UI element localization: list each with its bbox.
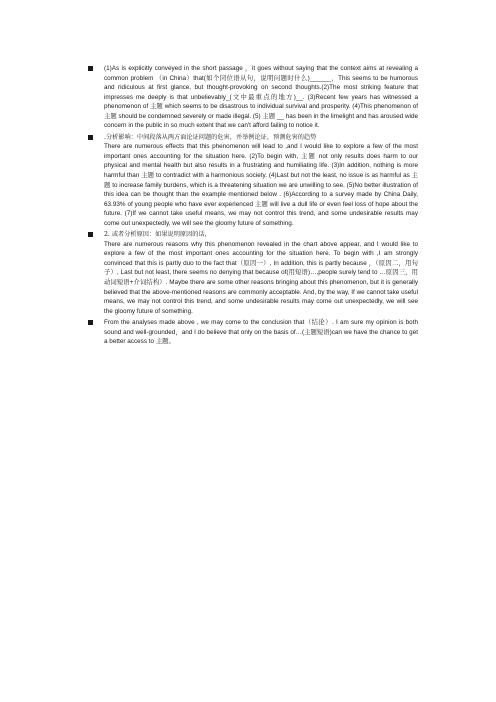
paragraph-text: There are numerous reasons why this phenomenon revealed in the chart above appear, and I would like to explore a few of the most important ones accounting for the situation here. To begin with ,I am strongly convinced that this is partly duo to the fact that（原因一）, In addition, this is partly because ，（原因二，用句子）, Last but not least, there seems no denying that because of(用短语)…,people surely tend to …原因三，用动词短语+介词结构）. Maybe there are some other reasons bringing about this phenomenon, but it is generally believed that the above-mentioned reasons are commonly acceptable. And, by the way, If we cannot take useful means, we may not control this trend, and some undesirable results may come out unexpectedly, we will see the gloomy future of something. — [104, 240, 418, 315]
list-item — [88, 230, 418, 316]
list-item — [88, 318, 418, 347]
square-bullet-icon — [88, 320, 93, 325]
paragraph-text: There are numerous effects that this phenomenon will lead to ,and I would like to explore a few of the most important ones accounting for the situation here. (2)To begin with, 主题 not only results does harm to our physical and mental health but also results in a frustrating and humiliating life. (3)In addition, nothing is more harmful than 主题 to contradict with a harmonious society. (4)Last but not the least, no issue is as harmful as 主题 to increase family burdens, which is a threatening situation we are unwilling to see. (5)No better illustration of this idea can be thought than the example mentioned below . (6)According to a survey made by China Daily, 63.93% of young people who have ever experienced 主题 will live a dull life or even feel loss of hope about the future. (7)If we cannot take useful means, we may not control this trend, and some undesirable results may come out unexpectedly, we will see the gloomy future of something. — [104, 143, 418, 227]
square-bullet-icon — [88, 232, 93, 237]
list-item — [88, 64, 418, 131]
paragraph — [104, 64, 418, 131]
paragraph-text: (1)As is explicitly conveyed in the short passage ，it goes without saying that the context aims at revealing a common problem （in China）that(如个同位语从句，说明问题时什么)______，This seems to be humorous and ridiculous at first glance, but thought-provoking on second thoughts.(2)The most striking feature that impresses me deeply is that unbelievably_(文中最重点的地方)__. (3)Recent few years has witnessed a phenomenon of 主题 which seems to be disastrous to individual survival and prosperity. (4)This phenomenon of 主题 should be condemned severely or made illegal. (5) 主题 __ has been in the limelight and has aroused wide concern in the public in so much extent that we can't afford failing to notice it. — [104, 65, 418, 130]
square-bullet-icon — [88, 135, 93, 140]
section-heading: .分析影响：中间段落从两方面论证问题的危害，并举例论证，预测危害的趋势 — [104, 133, 317, 141]
list-item — [88, 133, 418, 228]
paragraph — [104, 230, 418, 316]
paragraph — [104, 318, 418, 347]
section-heading: 2. 或者分析原因：如果说明原因的话， — [104, 231, 211, 239]
paragraph — [104, 133, 418, 228]
document-body — [88, 64, 418, 349]
paragraph-text: From the analyses made above , we may come to the conclusion that（结论）. I am sure my opinion is both sound and well-grounded，and I do believe that only on the basis of…(主题短语)can we have the chance to get a better access to 主题。 — [104, 319, 418, 346]
square-bullet-icon — [88, 66, 93, 71]
